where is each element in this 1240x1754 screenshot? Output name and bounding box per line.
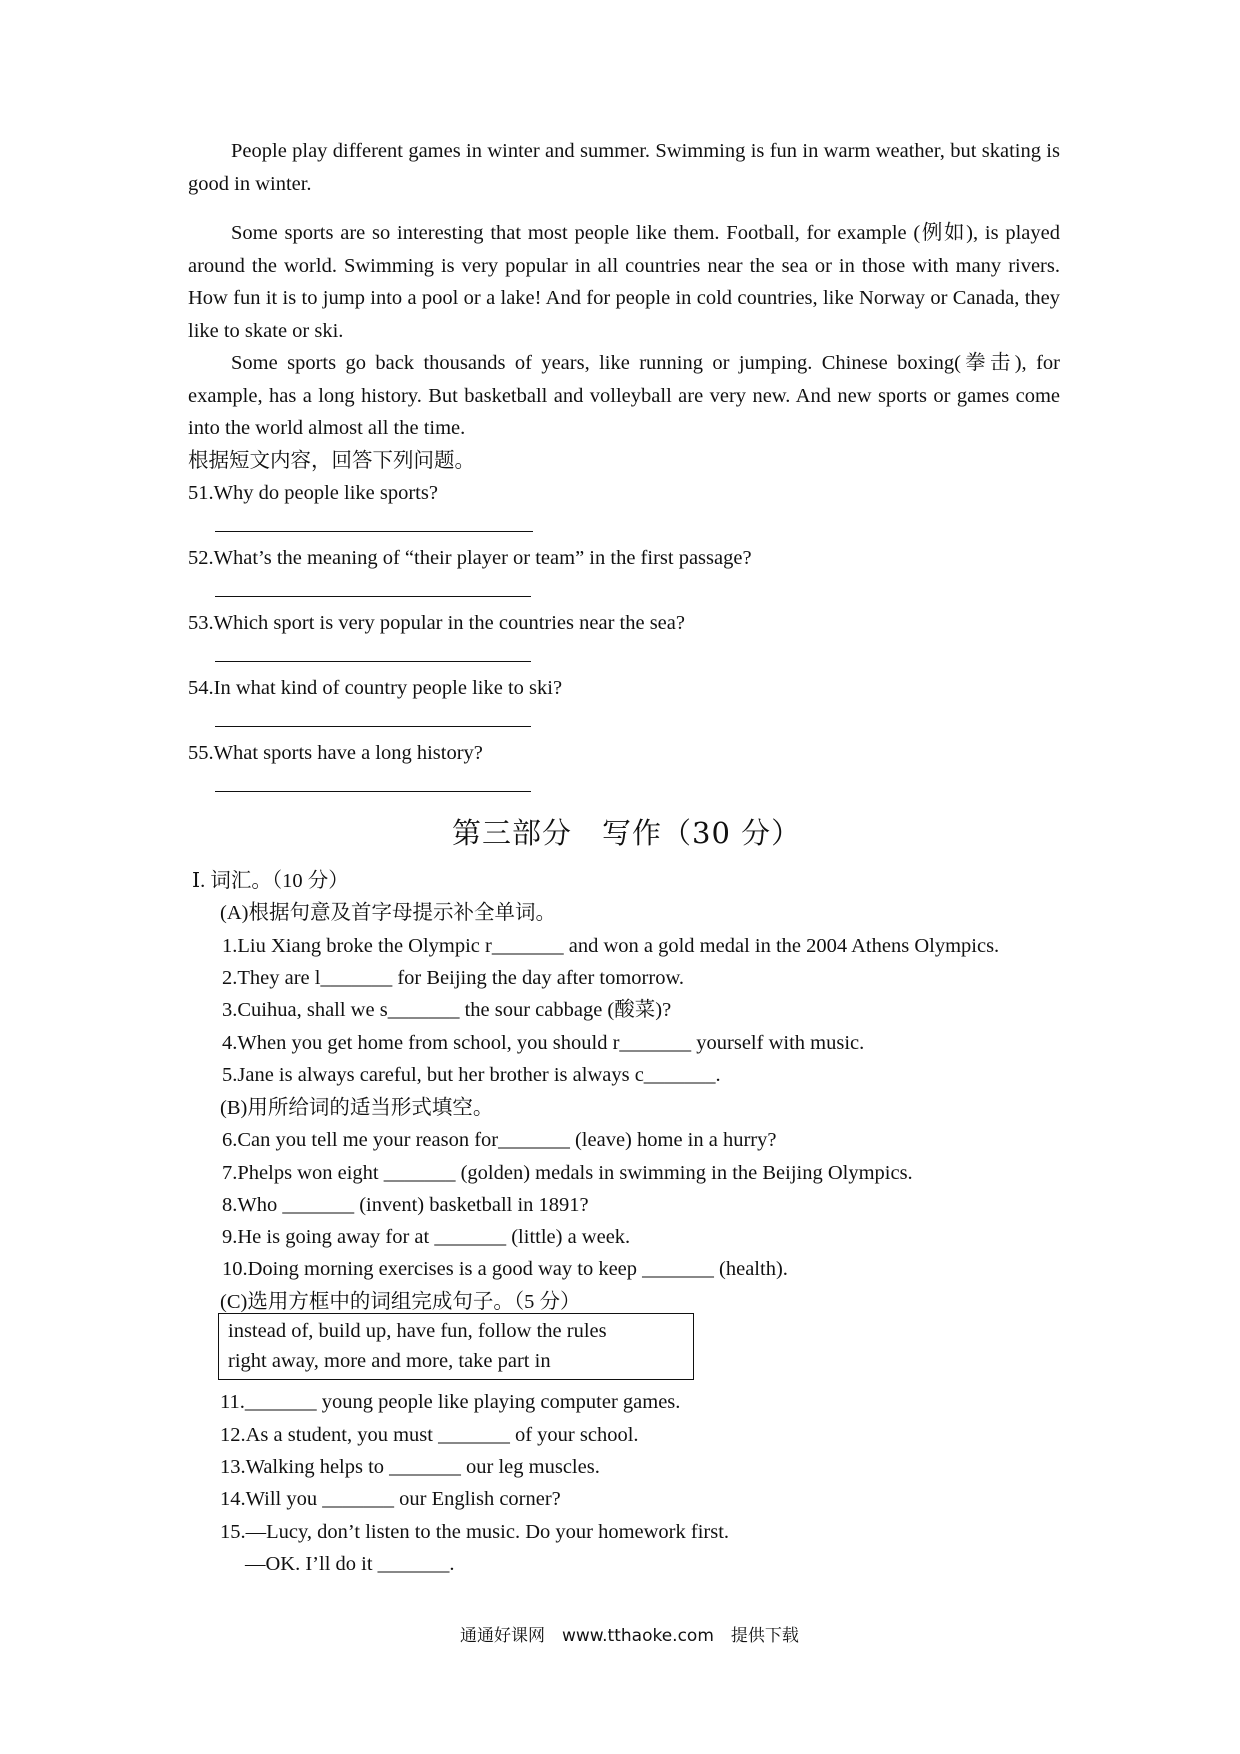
part-c-item-11: 11._______ young people like playing computer games. bbox=[220, 1391, 681, 1413]
questions-instruction: 根据短文内容，回答下列问题。 bbox=[188, 450, 475, 472]
part-a-item-1: 1.Liu Xiang broke the Olympic r_______ and won a gold medal in the 2004 Athens Olympics. bbox=[222, 935, 1000, 957]
question-51: 51.Why do people like sports? bbox=[188, 482, 438, 504]
part-b-item-7: 7.Phelps won eight _______ (golden) medals in swimming in the Beijing Olympics. bbox=[222, 1162, 913, 1184]
phrase-box-line-2: right away, more and more, take part in bbox=[228, 1350, 551, 1372]
part-b-instruction: (B)用所给词的适当形式填空。 bbox=[220, 1097, 494, 1119]
passage-paragraph-1: People play different games in winter and summer. Swimming is fun in warm weather, but skating is good in winter. bbox=[188, 140, 1060, 195]
part-label: Ⅰ. 词汇。（10 分） bbox=[192, 870, 349, 892]
part-a-item-2: 2.They are l_______ for Beijing the day after tomorrow. bbox=[222, 967, 685, 989]
answer-line-53[interactable] bbox=[215, 661, 531, 662]
part-a-item-3: 3.Cuihua, shall we s_______ the sour cabbage (酸菜)? bbox=[222, 999, 672, 1021]
question-53: 53.Which sport is very popular in the countries near the sea? bbox=[188, 612, 685, 634]
part-a-item-4: 4.When you get home from school, you should r_______ yourself with music. bbox=[222, 1032, 865, 1054]
phrase-box bbox=[218, 1313, 694, 1380]
answer-line-55[interactable] bbox=[215, 791, 531, 792]
answer-line-54[interactable] bbox=[215, 726, 531, 727]
section-title: 第三部分 写作（30 分） bbox=[452, 816, 802, 850]
question-52: 52.What’s the meaning of “their player or team” in the first passage? bbox=[188, 547, 752, 569]
part-c-instruction: (C)选用方框中的词组完成句子。（5 分） bbox=[220, 1291, 581, 1313]
question-55: 55.What sports have a long history? bbox=[188, 742, 483, 764]
phrase-box-line-1: instead of, build up, have fun, follow the rules bbox=[228, 1320, 607, 1342]
part-b-item-9: 9.He is going away for at _______ (little) a week. bbox=[222, 1226, 631, 1248]
part-c-item-13: 13.Walking helps to _______ our leg muscles. bbox=[220, 1456, 600, 1478]
part-c-item-15-reply: —OK. I’ll do it _______. bbox=[245, 1553, 455, 1575]
part-c-item-15: 15.—Lucy, don’t listen to the music. Do your homework first. bbox=[220, 1521, 730, 1543]
part-b-item-8: 8.Who _______ (invent) basketball in 1891? bbox=[222, 1194, 589, 1216]
part-c-item-14: 14.Will you _______ our English corner? bbox=[220, 1488, 561, 1510]
answer-line-52[interactable] bbox=[215, 596, 531, 597]
question-54: 54.In what kind of country people like to ski? bbox=[188, 677, 563, 699]
passage-paragraph-3: Some sports go back thousands of years, like running or jumping. Chinese boxing(拳击), for example, has a long history. But basketball and volleyball are very new. And new sports or games come into the world almost all the time. bbox=[188, 352, 1060, 439]
part-b-item-6: 6.Can you tell me your reason for_______ (leave) home in a hurry? bbox=[222, 1129, 777, 1151]
part-b-item-10: 10.Doing morning exercises is a good way to keep _______ (health). bbox=[222, 1258, 788, 1280]
part-a-item-5: 5.Jane is always careful, but her brother is always c_______. bbox=[222, 1064, 721, 1086]
page-footer: 通通好课网 www.tthaoke.com 提供下载 bbox=[460, 1626, 799, 1646]
part-c-item-12: 12.As a student, you must _______ of your school. bbox=[220, 1424, 639, 1446]
part-a-instruction: (A)根据句意及首字母提示补全单词。 bbox=[220, 902, 556, 924]
answer-line-51[interactable] bbox=[215, 531, 533, 532]
passage-paragraph-2: Some sports are so interesting that most people like them. Football, for example (例如), is played around the world. Swimming is very popular in all countries near the sea or in those with many rivers. How fun it is to jump into a pool or a lake! And for people in cold countries, like Norway or Canada, they like to skate or ski. bbox=[188, 222, 1060, 342]
